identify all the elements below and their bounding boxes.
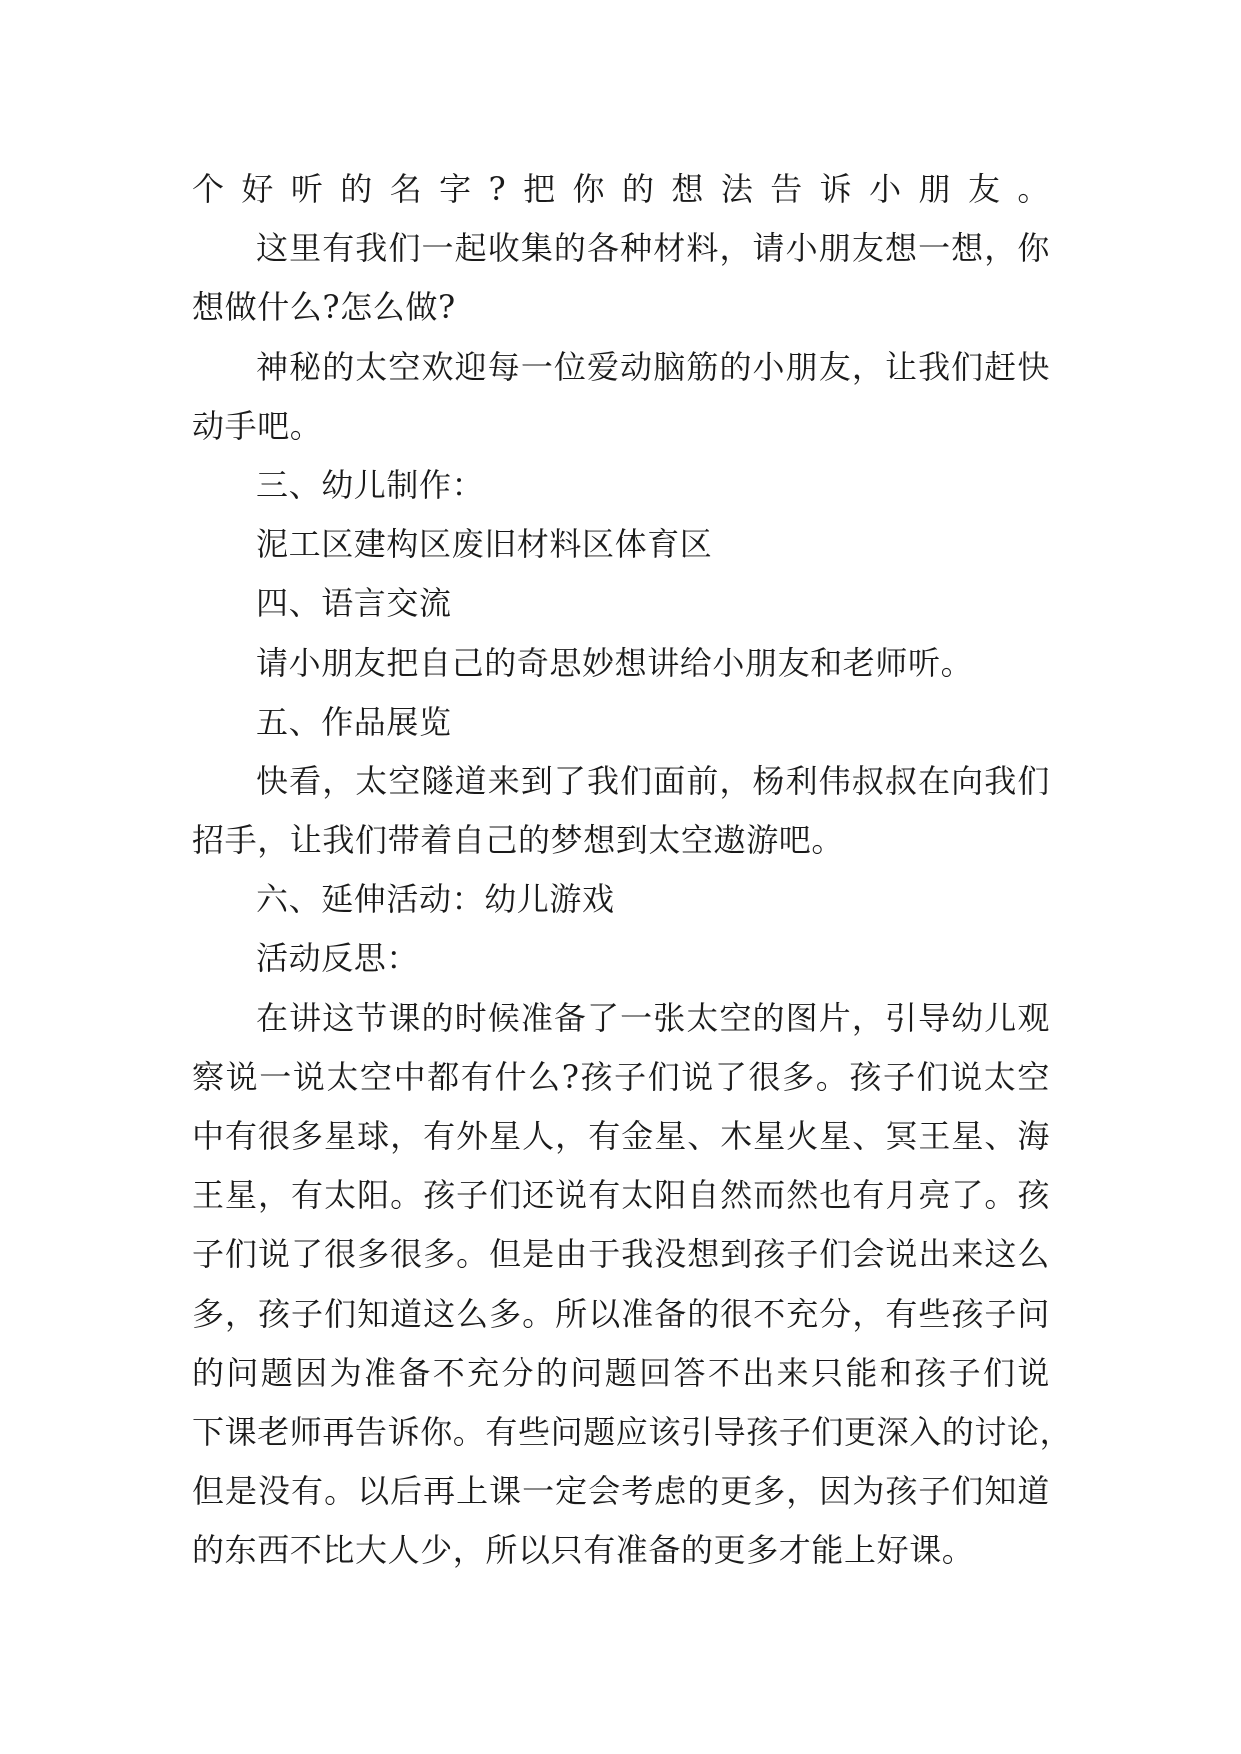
text-line: 动手吧。 <box>192 406 323 445</box>
text-line: 察说一说太空中都有什么?孩子们说了很多。孩子们说太空 <box>192 1057 1050 1096</box>
text-line: 多，孩子们知道这么多。所以准备的很不充分，有些孩子问 <box>192 1294 1050 1333</box>
section-heading: 四、语言交流 <box>256 584 452 623</box>
text-line: 下课老师再告诉你。有些问题应该引导孩子们更深入的讨论， <box>192 1412 1073 1451</box>
section-heading: 五、作品展览 <box>256 702 452 741</box>
text-line: 个好听的名字?把你的想法告诉小朋友。 <box>192 170 1050 208</box>
text-line: 想做什么?怎么做? <box>192 288 456 327</box>
text-line: 神秘的太空欢迎每一位爱动脑筋的小朋友，让我们赶快 <box>256 347 1050 386</box>
section-heading: 六、延伸活动：幼儿游戏 <box>256 880 615 919</box>
text-line: 这里有我们一起收集的各种材料，请小朋友想一想，你 <box>256 229 1050 268</box>
text-line: 的问题因为准备不充分的问题回答不出来只能和孩子们说 <box>192 1353 1050 1392</box>
text-line: 招手，让我们带着自己的梦想到太空遨游吧。 <box>192 821 845 860</box>
text-line: 的东西不比大人少，所以只有准备的更多才能上好课。 <box>192 1531 975 1570</box>
section-heading: 活动反思： <box>256 939 420 978</box>
text-line: 快看，太空隧道来到了我们面前，杨利伟叔叔在向我们 <box>256 761 1050 800</box>
text-line: 泥工区建构区废旧材料区体育区 <box>256 525 713 564</box>
section-heading: 三、幼儿制作： <box>256 465 485 504</box>
text-line: 但是没有。以后再上课一定会考虑的更多，因为孩子们知道 <box>192 1472 1050 1511</box>
text-line: 中有很多星球，有外星人，有金星、木星火星、冥王星、海 <box>192 1117 1050 1155</box>
text-line: 王星，有太阳。孩子们还说有太阳自然而然也有月亮了。孩 <box>192 1176 1050 1215</box>
text-line: 请小朋友把自己的奇思妙想讲给小朋友和老师听。 <box>256 643 974 682</box>
text-line: 在讲这节课的时候准备了一张太空的图片，引导幼儿观 <box>256 998 1050 1037</box>
text-line: 子们说了很多很多。但是由于我没想到孩子们会说出来这么 <box>192 1235 1050 1274</box>
document-body <box>192 160 1073 1581</box>
